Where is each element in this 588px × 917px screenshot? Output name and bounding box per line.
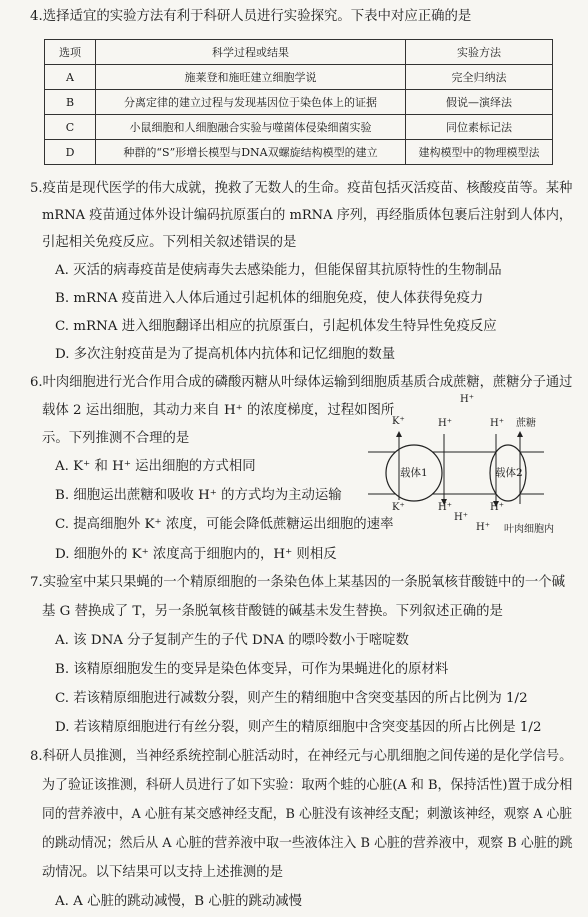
q7-option-c: C. 若该精原细胞进行减数分裂，则产生的精细胞中含突变基因的所占比例为 1/2 xyxy=(55,691,528,706)
row-option: C xyxy=(45,115,96,140)
q8-line-2: 为了验证该推测，科研人员进行了如下实验：取两个蛙的心脏(A 和 B，保持活性)置于成分相 xyxy=(42,778,573,793)
row-method: 同位素标记法 xyxy=(406,115,553,140)
h-plus-label: H⁺ xyxy=(490,502,504,513)
q5-line-3: 引起相关免疫反应。下列相关叙述错误的是 xyxy=(42,235,297,250)
q8-option-a: A. A 心脏的跳动减慢，B 心脏的跳动减慢 xyxy=(55,894,303,909)
q7-option-d: D. 若该精原细胞进行有丝分裂，则产生的精原细胞中含突变基因的所占比例是 1/2 xyxy=(55,720,542,735)
q8-line-1: 8.科研人员推测，当神经系统控制心脏活动时，在神经元与心肌细胞之间传递的是化学信号。 xyxy=(30,749,573,764)
row-process: 施莱登和施旺建立细胞学说 xyxy=(96,65,406,90)
q7-line-2: 基 G 替换成了 T，另一条脱氧核苷酸链的碱基未发生替换。下列叙述正确的是 xyxy=(42,604,503,619)
row-method: 完全归纳法 xyxy=(406,65,553,90)
q5-line-2: mRNA 疫苗通过体外设计编码抗原蛋白的 mRNA 序列，再经脂质体包裹后注射到人体内， xyxy=(42,208,572,223)
q8-line-4: 的跳动情况；然后从 A 心脏的营养液中取一些液体注入 B 心脏的营养液中，观察 B 心脏的跳 xyxy=(42,836,573,851)
h-plus-label: H⁺ xyxy=(476,522,490,533)
row-option: D xyxy=(45,140,96,165)
table-row xyxy=(45,140,553,165)
q5-option-b: B. mRNA 疫苗进入人体后通过引起机体的细胞免疫，使人体获得免疫力 xyxy=(55,291,484,306)
q6-line-1: 6.叶肉细胞进行光合作用合成的磷酸丙糖从叶绿体运输到细胞质基质合成蔗糖，蔗糖分子通过 xyxy=(30,375,573,390)
q5-line-1: 5.疫苗是现代医学的伟大成就，挽救了无数人的生命。疫苗包括灭活疫苗、核酸疫苗等。某种 xyxy=(30,181,573,196)
q8-line-5: 动情况。以下结果可以支持上述推测的是 xyxy=(42,865,284,880)
q5-option-a: A. 灭活的病毒疫苗是使病毒失去感染能力，但能保留其抗原特性的生物制品 xyxy=(55,263,502,278)
q6-option-c: C. 提高细胞外 K⁺ 浓度，可能会降低蔗糖运出细胞的速率 xyxy=(55,517,394,532)
q6-line-3: 示。下列推测不合理的是 xyxy=(42,431,190,446)
row-process: 小鼠细胞和人细胞融合实验与噬菌体侵染细菌实验 xyxy=(96,115,406,140)
q6-option-a: A. K⁺ 和 H⁺ 运出细胞的方式相同 xyxy=(55,459,256,474)
row-method: 建构模型中的物理模型法 xyxy=(406,140,553,165)
table-row xyxy=(45,90,553,115)
sucrose-label: 蔗糖 xyxy=(516,418,536,429)
q5-option-d: D. 多次注射疫苗是为了提高机体内抗体和记忆细胞的数量 xyxy=(55,347,396,362)
h-plus-label: H⁺ xyxy=(490,418,504,429)
h-plus-label: H⁺ xyxy=(454,512,468,523)
q5-option-c: C. mRNA 进入细胞翻译出相应的抗原蛋白，引起机体发生特异性免疫反应 xyxy=(55,319,497,334)
h-plus-label: H⁺ xyxy=(438,502,452,513)
q6-line-2: 载体 2 运出细胞，其动力来自 H⁺ 的浓度梯度，过程如图所 xyxy=(42,403,395,418)
row-process: 种群的“S”形增长模型与DNA双螺旋结构模型的建立 xyxy=(96,140,406,165)
row-option: B xyxy=(45,90,96,115)
transport-diagram xyxy=(364,394,560,544)
table-header-row xyxy=(45,40,553,65)
h-plus-label: H⁺ xyxy=(438,418,452,429)
carrier-2-label: 载体2 xyxy=(495,467,523,479)
q7-line-1: 7.实验室中某只果蝇的一个精原细胞的一条染色体上某基因的一条脱氧核苷酸链中的一个碱 xyxy=(30,575,566,590)
table-row xyxy=(45,65,553,90)
table-row xyxy=(45,115,553,140)
k-plus-top-label: K⁺ xyxy=(392,416,405,427)
q4-stem: 4.选择适宜的实验方法有利于科研人员进行实验探究。下表中对应正确的是 xyxy=(30,9,472,24)
q8-line-3: 同的营养液中，A 心脏有某交感神经支配，B 心脏没有该神经支配；刺激该神经，观察 A 心脏 xyxy=(42,807,573,822)
inside-cell-label: 叶肉细胞内 xyxy=(504,524,554,535)
k-plus-bottom-label: K⁺ xyxy=(392,502,405,513)
carrier-1-label: 载体1 xyxy=(400,467,428,479)
h-plus-top-label: H⁺ xyxy=(460,394,474,405)
q6-option-b: B. 细胞运出蔗糖和吸收 H⁺ 的方式均为主动运输 xyxy=(55,488,342,503)
q7-option-b: B. 该精原细胞发生的变异是染色体变异，可作为果蝇进化的原材料 xyxy=(55,662,449,677)
q7-option-a: A. 该 DNA 分子复制产生的子代 DNA 的嘌呤数小于嘧啶数 xyxy=(55,633,409,648)
header-process: 科学过程或结果 xyxy=(96,40,406,65)
row-method: 假说—演绎法 xyxy=(406,90,553,115)
row-option: A xyxy=(45,65,96,90)
header-option: 选项 xyxy=(45,40,96,65)
q6-option-d: D. 细胞外的 K⁺ 浓度高于细胞内的，H⁺ 则相反 xyxy=(55,547,337,562)
row-process: 分离定律的建立过程与发现基因位于染色体上的证据 xyxy=(96,90,406,115)
q4-table xyxy=(44,39,553,165)
header-method: 实验方法 xyxy=(406,40,553,65)
